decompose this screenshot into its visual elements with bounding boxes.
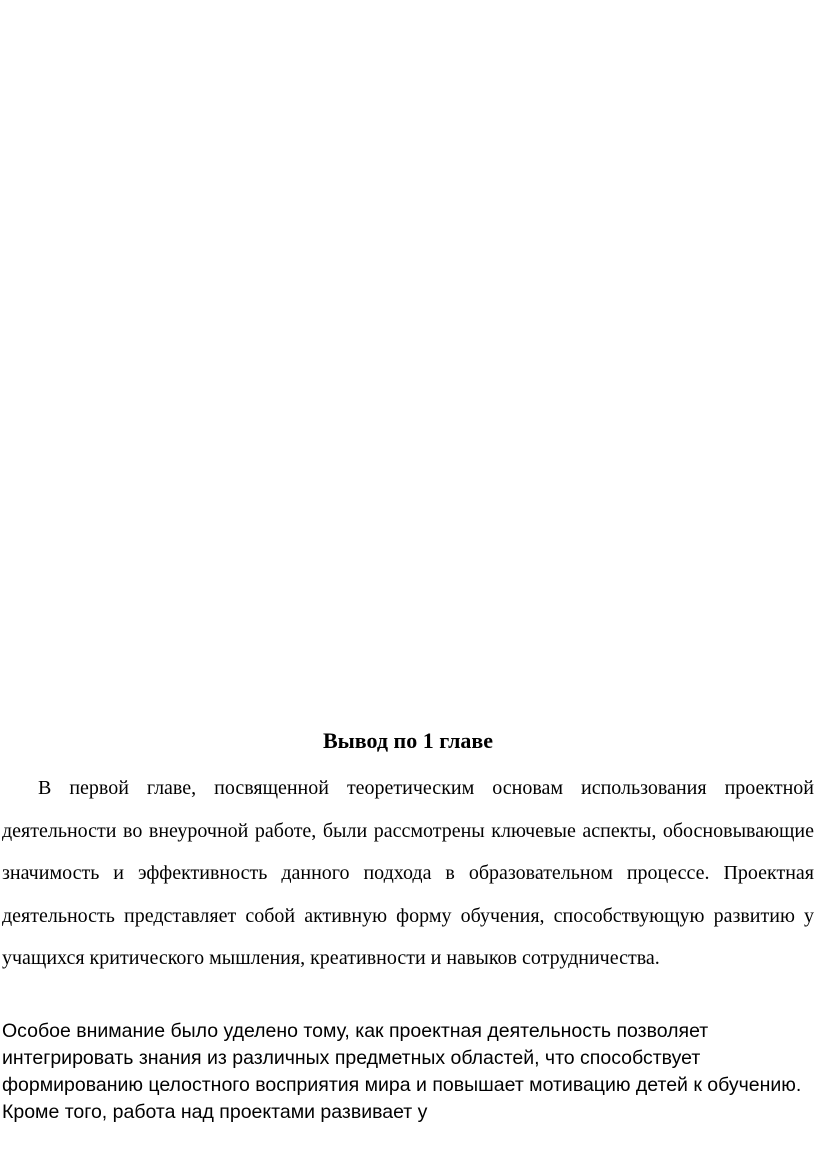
chapter-conclusion-heading: Вывод по 1 главе	[322, 728, 494, 753]
paragraph-1: В первой главе, посвященной теоретическим основам использования проектной деятельности во внеурочной работе, были рассмотрены ключевые аспекты, обосновывающие значимость и эффективность данного подхода в образовательном процессе. Проектная деятельность представляет собой активную форму обучения, способствующую развитию у учащихся критического мышления, креативности и навыков сотрудничества.	[2, 777, 814, 969]
paragraph-2: Особое внимание было уделено тому, как проектная деятельность позволяет интегрировать знания из различных предметных областей, что способствует формированию целостного восприятия мира и повышает мотивацию детей к обучению. Кроме того, работа над проектами развивает у	[2, 1020, 802, 1123]
